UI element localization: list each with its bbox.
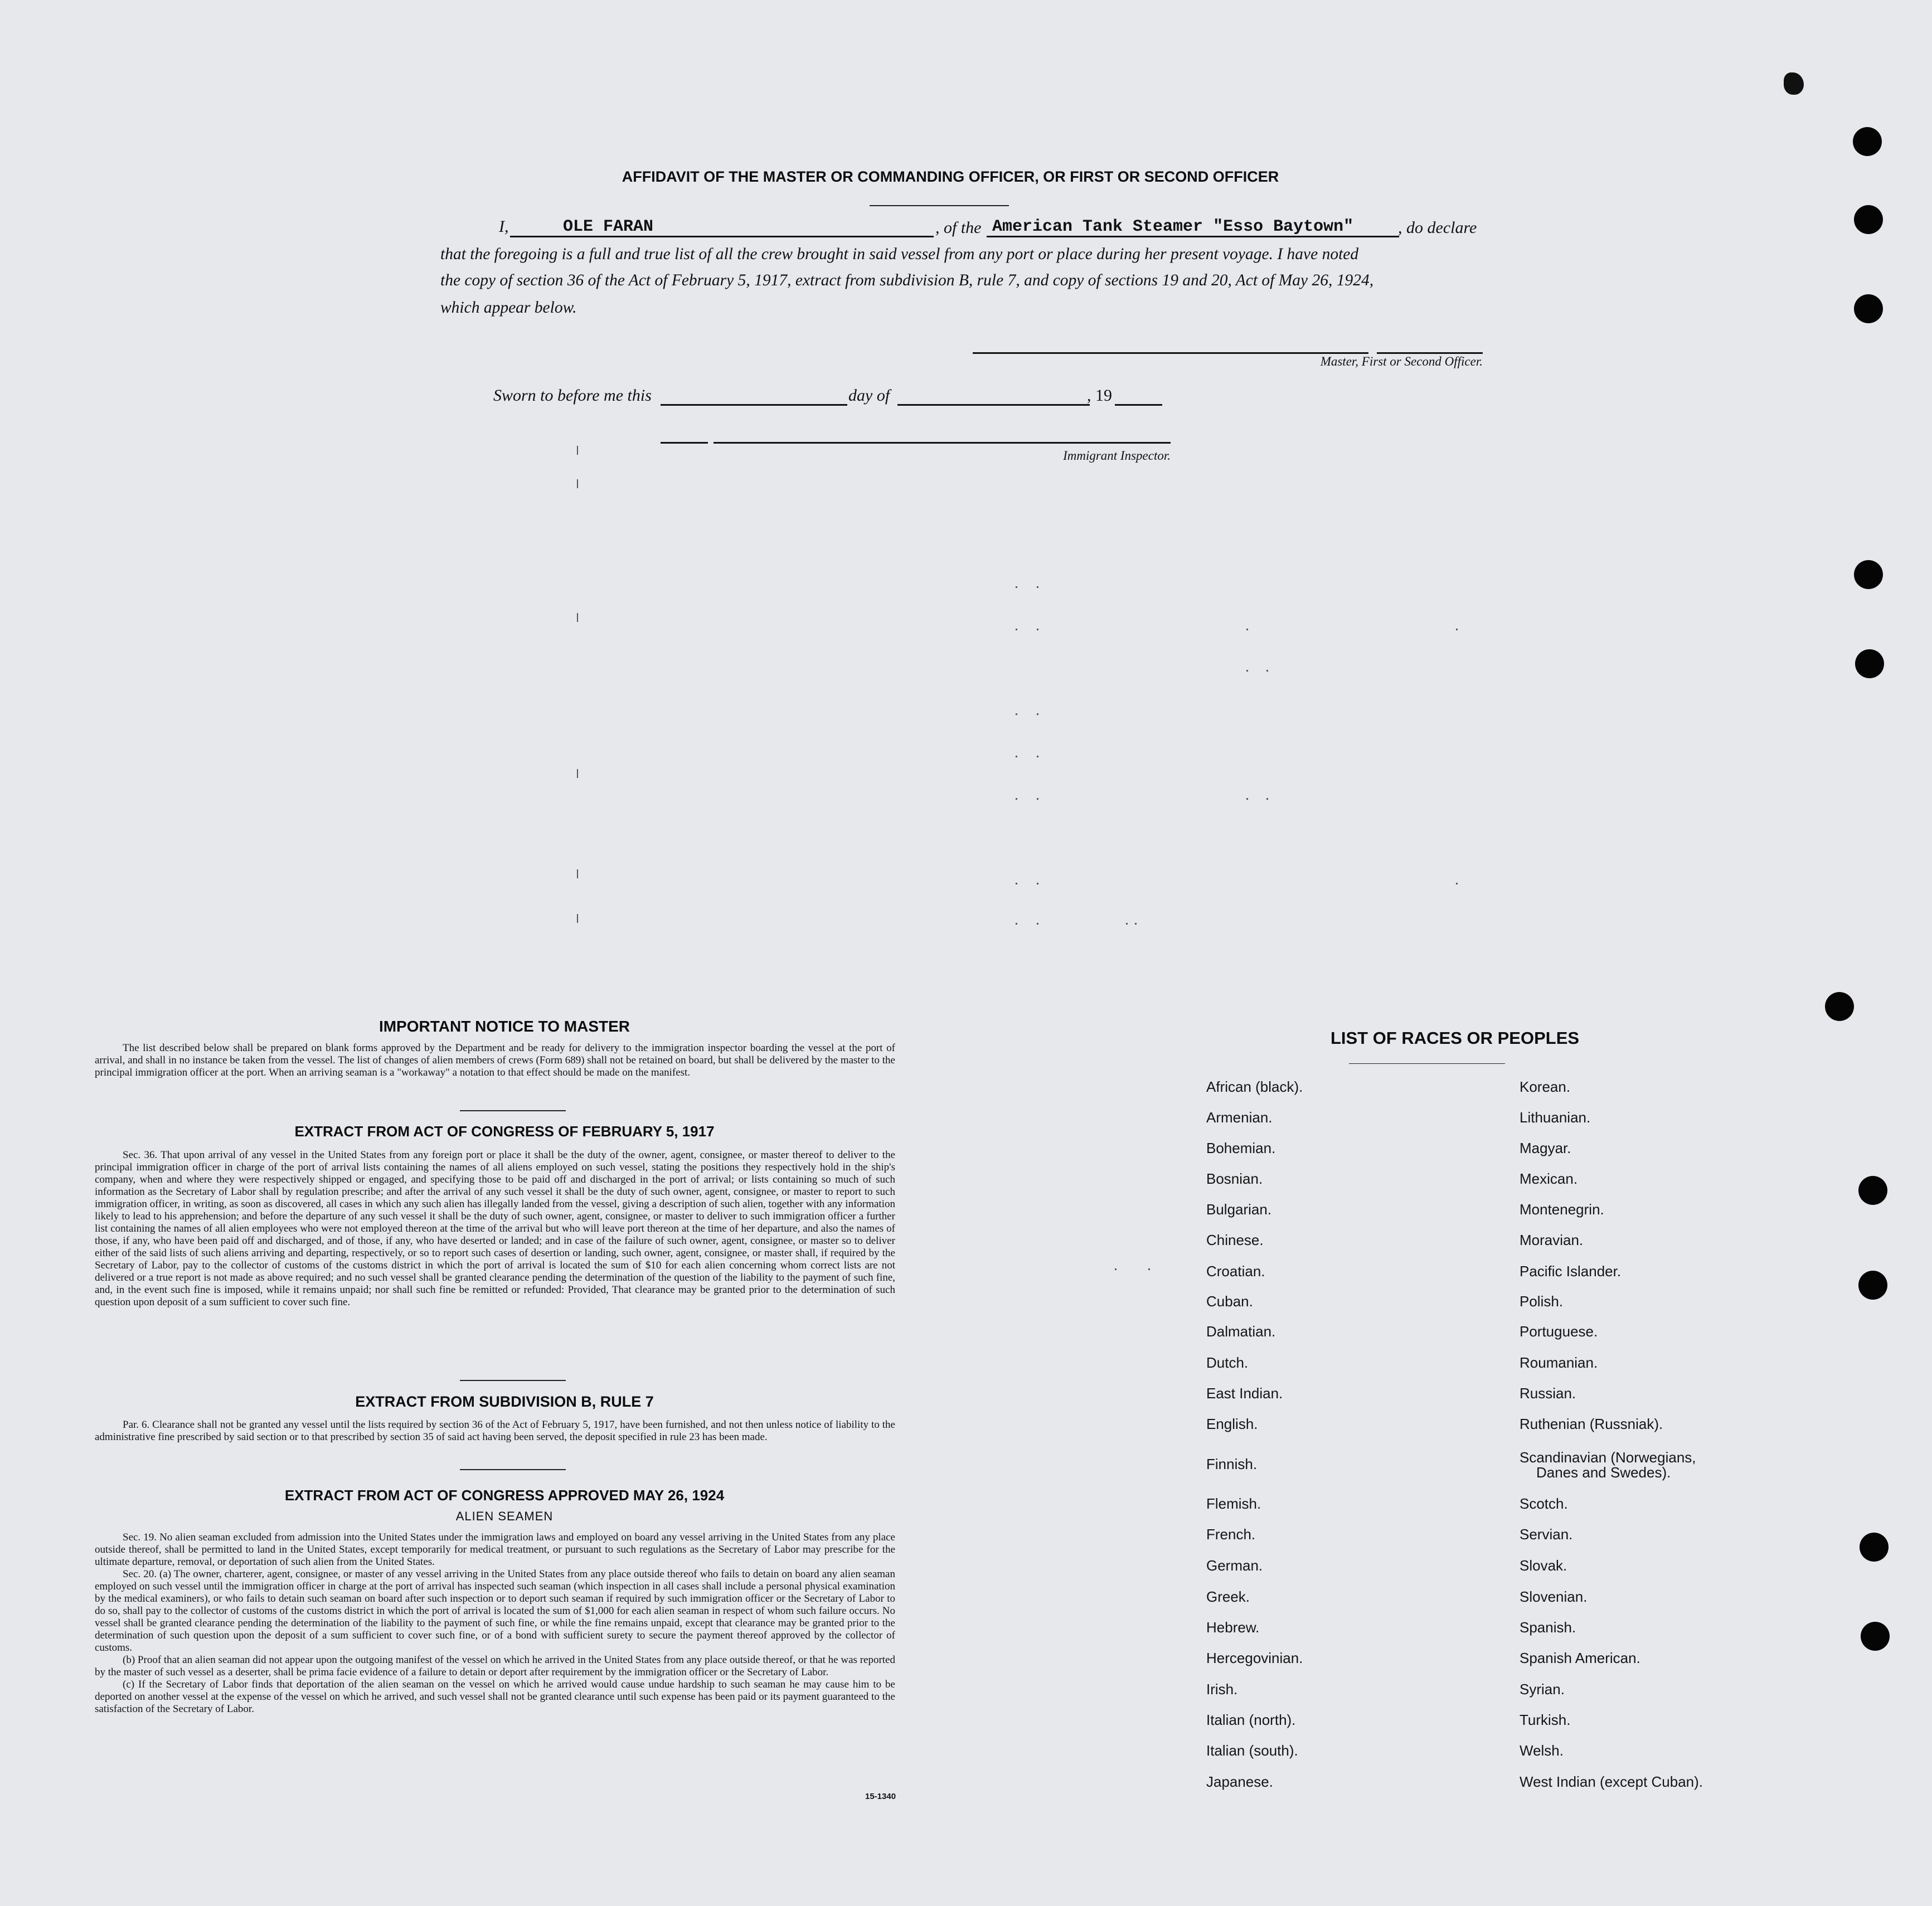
race-item: Korean. bbox=[1520, 1078, 1571, 1095]
scan-speck bbox=[1016, 713, 1017, 715]
scan-speck bbox=[1037, 756, 1038, 757]
race-item: Lithuanian. bbox=[1520, 1109, 1591, 1126]
scan-speck bbox=[1246, 670, 1248, 672]
race-item: Hebrew. bbox=[1206, 1619, 1260, 1636]
i-label: I, bbox=[499, 217, 509, 236]
binder-hole bbox=[1853, 127, 1882, 156]
race-item: Spanish American. bbox=[1520, 1650, 1640, 1666]
scan-speck bbox=[1456, 629, 1458, 630]
scan-speck bbox=[1016, 883, 1017, 884]
scan-speck bbox=[1016, 798, 1017, 800]
affidavit-line-2: that the foregoing is a full and true list of all the crew brought in said vessel from any port or place during her present voyage. I have noted bbox=[440, 245, 1359, 263]
race-item: French. bbox=[1206, 1526, 1256, 1543]
race-item: Mexican. bbox=[1520, 1170, 1578, 1187]
race-item: Servian. bbox=[1520, 1526, 1573, 1543]
race-item: Croatian. bbox=[1206, 1263, 1265, 1280]
scan-speck bbox=[1016, 586, 1017, 588]
scan-speck bbox=[1037, 923, 1038, 925]
race-item: Flemish. bbox=[1206, 1495, 1261, 1512]
binder-hole bbox=[1860, 1533, 1889, 1562]
binder-hole bbox=[1858, 1176, 1887, 1205]
race-item: Slovenian. bbox=[1520, 1588, 1588, 1605]
extract-1924-text bbox=[95, 1531, 895, 1715]
race-item: Ruthenian (Russniak). bbox=[1520, 1416, 1663, 1432]
race-item: Bohemian. bbox=[1206, 1140, 1276, 1156]
race-item: Italian (north). bbox=[1206, 1711, 1296, 1728]
scan-speck bbox=[577, 446, 578, 455]
inspector-signature-line bbox=[661, 442, 708, 444]
notice-title: IMPORTANT NOTICE TO MASTER bbox=[378, 1018, 630, 1035]
ink-mark bbox=[1784, 72, 1804, 95]
race-item: English. bbox=[1206, 1416, 1258, 1432]
scan-speck bbox=[1148, 1268, 1150, 1270]
race-item: Magyar. bbox=[1520, 1140, 1571, 1156]
scan-speck bbox=[577, 914, 578, 923]
scan-speck bbox=[1037, 713, 1038, 715]
section-rule bbox=[460, 1380, 566, 1381]
extract-1917-text bbox=[95, 1149, 895, 1309]
do-declare-label: , do declare bbox=[1398, 218, 1477, 237]
rule7-text bbox=[95, 1419, 895, 1443]
races-title: LIST OF RACES OR PEOPLES bbox=[1330, 1028, 1580, 1048]
scan-speck bbox=[577, 769, 578, 778]
scan-speck bbox=[1037, 883, 1038, 884]
race-item: Moravian. bbox=[1520, 1232, 1584, 1248]
sworn-day-line bbox=[661, 404, 847, 406]
race-item: Portuguese. bbox=[1520, 1323, 1598, 1340]
par-6-paragraph: Par. 6. Clearance shall not be granted any vessel until the lists required by section 36 of the Act of February 5, 1917, have been furnished, and not then unless notice of liability to the administrative fine prescribed by said section or to that prescribed by section 35 of said act having been served, the deposit specified in rule 23 has been made. bbox=[95, 1419, 895, 1443]
sworn-year-line bbox=[1115, 404, 1162, 406]
sec-36-paragraph: Sec. 36. That upon arrival of any vessel in the United States from any foreign port or place it shall be the duty of the owner, agent, consignee, or master thereof to deliver to the principal immigration officer in charge of the port of arrival lists containing the names of all aliens employed on such vessel, stating the positions they respectively hold in the ship's company, when and where they were respectively shipped or engaged, and specifying those to be paid off and discharged in the port of arrival; or lists containing so much of such information as the Secretary of Labor shall by regulation prescribe; and after the arrival of any such vessel it shall be the duty of such owner, agent, consignee, or master to report to such immigration officer, in writing, as soon as discovered, all cases in which any such alien has illegally landed from the vessel, giving a description of such alien, together with any information likely to lead to his apprehension; and before the departure of any such vessel it shall be the duty of such owner, agent, consignee, or master to deliver to such immigration officer a further list containing the names of all alien employees who were not employed thereon at the time of the arrival but who will leave port thereon at the time of her departure, and also the names of those, if any, who have been paid off and discharged, and of those, if any, who have deserted or landed; and in case of the failure of such owner, agent, consignee, or master so to deliver either of the said lists of such aliens arriving and departing, respectively, or so to report such cases of desertion or landing, such owner, agent, consignee, or master shall, if required by the Secretary of Labor, pay to the collector of customs of the customs district in which the port of arrival is located the sum of $10 for each alien concerning whom correct lists are not delivered or a true report is not made as above required; and no such vessel shall be granted clearance pending the determination of the question of the liability to the payment of such fine, and, in the event such fine is imposed, while it remains unpaid; nor shall such fine be remitted or refunded: Provided, That clearance may be granted prior to the determination of such question upon deposit of a sum sufficient to cover such fine. bbox=[95, 1149, 895, 1308]
race-item: Irish. bbox=[1206, 1681, 1238, 1698]
race-item: Scandinavian (Norwegians, bbox=[1520, 1449, 1696, 1466]
scan-speck bbox=[1016, 629, 1017, 630]
sworn-month-line bbox=[897, 404, 1090, 406]
binder-hole bbox=[1855, 649, 1884, 678]
race-item: Turkish. bbox=[1520, 1711, 1571, 1728]
race-item: Polish. bbox=[1520, 1293, 1564, 1310]
scan-speck bbox=[1016, 756, 1017, 757]
race-item: Finnish. bbox=[1206, 1456, 1258, 1472]
notice-paragraph: The list described below shall be prepared on blank forms approved by the Department and be ready for delivery to the immigration inspector boarding the vessel at the port of arrival, and shall in no instance be taken from the vessel. The list of changes of alien members of crews (Form 689) shall not be retained on board, but shall be delivered by the master to the principal immigration officer at the port. When an arriving seaman is a "workaway" a notation to that effect should be made on the manifest. bbox=[95, 1042, 895, 1078]
affidavit-title: AFFIDAVIT OF THE MASTER OR COMMANDING OFFICER, OR FIRST OR SECOND OFFICER bbox=[622, 168, 1279, 185]
affidavit-line-3: the copy of section 36 of the Act of February 5, 1917, extract from subdivision B, rule 7, and copy of sections 19 and 20, Act of May 26, 1924, bbox=[440, 271, 1374, 289]
scan-speck bbox=[1266, 670, 1268, 672]
race-item: Roumanian. bbox=[1520, 1354, 1598, 1371]
section-rule bbox=[460, 1110, 566, 1111]
binder-hole bbox=[1858, 1271, 1887, 1300]
sec-20c-paragraph: (c) If the Secretary of Labor finds that deportation of the alien seaman on the vessel on which he arrived would cause undue hardship to such seaman he may cause him to be deported on another vessel at the expense of the vessel on which he arrived, and such vessel shall not be granted clearance until such expense has been paid or its payment guaranteed to the satisfaction of the Secretary of Labor. bbox=[95, 1679, 895, 1715]
sec-20a-paragraph: Sec. 20. (a) The owner, charterer, agent, consignee, or master of any vessel arriving in the United States from any place outside thereof who fails to detain on board any alien seaman employed on such vessel until the immigration officer in charge at the port of arrival has inspected such seaman (which inspection in all cases shall include a personal physical examination by the medical examiners), or who fails to detain such seaman on board after such inspection or to deport such seaman if required by such immigration officer or the Secretary of Labor to do so, shall pay to the collector of customs of the customs district in which the port of arrival is located the sum of $1,000 for each alien seaman in respect of whom such failure occurs. No vessel shall be granted clearance pending the determination of the liability to the payment of such fine, or while the fine remains unpaid, except that clearance may be granted prior to the determination of such question upon the deposit of a sum sufficient to cover such fine, or of a bond with sufficient surety to secure the payment thereof approved by the collector of customs. bbox=[95, 1568, 895, 1654]
race-item: Slovak. bbox=[1520, 1557, 1567, 1574]
sec-19-paragraph: Sec. 19. No alien seaman excluded from admission into the United States under the immigration laws and employed on board any vessel arriving in the United States from any place outside thereof, shall be permitted to land in the United States, except temporarily for medical treatment, or pursuant to such regulations as the Secretary of Labor may prescribe for the ultimate departure, removal, or deportation of such alien from the United States. bbox=[95, 1531, 895, 1568]
scan-speck bbox=[1266, 798, 1268, 800]
scan-speck bbox=[577, 479, 578, 488]
binder-hole bbox=[1854, 205, 1883, 234]
extract-1917-title: EXTRACT FROM ACT OF CONGRESS OF FEBRUARY 5, 1917 bbox=[294, 1123, 715, 1140]
form-number: 15-1340 bbox=[865, 1792, 896, 1801]
race-item: Bosnian. bbox=[1206, 1170, 1263, 1187]
day-of-label: day of bbox=[848, 386, 890, 405]
scan-speck bbox=[1126, 923, 1128, 925]
scan-speck bbox=[1246, 798, 1248, 800]
binder-hole bbox=[1854, 294, 1883, 323]
scan-speck bbox=[1037, 798, 1038, 800]
race-item: Japanese. bbox=[1206, 1773, 1273, 1790]
race-item: Dalmatian. bbox=[1206, 1323, 1276, 1340]
master-name: OLE FARAN bbox=[563, 217, 654, 236]
affidavit-line-4: which appear below. bbox=[440, 299, 577, 317]
race-item: Hercegovinian. bbox=[1206, 1650, 1303, 1666]
race-item: Syrian. bbox=[1520, 1681, 1565, 1698]
race-item: Montenegrin. bbox=[1520, 1201, 1604, 1218]
race-item: Bulgarian. bbox=[1206, 1201, 1272, 1218]
inspector-caption: Immigrant Inspector. bbox=[1063, 449, 1171, 463]
extract-1924-title: EXTRACT FROM ACT OF CONGRESS APPROVED MAY 26, 1924 bbox=[284, 1487, 725, 1504]
race-item: Italian (south). bbox=[1206, 1742, 1298, 1759]
scan-speck bbox=[1115, 1268, 1117, 1270]
sworn-label: Sworn to before me this bbox=[493, 386, 652, 405]
race-item: East Indian. bbox=[1206, 1385, 1283, 1402]
scan-speck bbox=[1037, 586, 1038, 588]
binder-hole bbox=[1854, 560, 1883, 589]
scan-speck bbox=[1246, 629, 1248, 630]
signature-caption: Master, First or Second Officer. bbox=[1320, 354, 1483, 368]
signature-line-2 bbox=[1377, 352, 1483, 354]
race-item-continuation: Danes and Swedes). bbox=[1536, 1464, 1671, 1481]
scan-speck bbox=[1135, 923, 1137, 925]
vessel-name: American Tank Steamer "Esso Baytown" bbox=[992, 217, 1354, 236]
scan-speck bbox=[1456, 883, 1458, 884]
race-item: African (black). bbox=[1206, 1078, 1303, 1095]
rule7-title: EXTRACT FROM SUBDIVISION B, RULE 7 bbox=[355, 1393, 654, 1410]
race-item: Greek. bbox=[1206, 1588, 1250, 1605]
scan-speck bbox=[577, 613, 578, 622]
races-title-rule bbox=[1349, 1063, 1505, 1064]
race-item: Dutch. bbox=[1206, 1354, 1249, 1371]
race-item: Scotch. bbox=[1520, 1495, 1568, 1512]
signature-line bbox=[973, 352, 1368, 354]
binder-hole bbox=[1825, 992, 1854, 1021]
race-item: Spanish. bbox=[1520, 1619, 1576, 1636]
race-item: Welsh. bbox=[1520, 1742, 1564, 1759]
binder-hole bbox=[1861, 1622, 1890, 1651]
race-item: Pacific Islander. bbox=[1520, 1263, 1622, 1280]
year-prefix: , 19 bbox=[1087, 386, 1112, 405]
section-rule bbox=[460, 1469, 566, 1470]
title-rule bbox=[870, 205, 1009, 206]
race-item: West Indian (except Cuban). bbox=[1520, 1773, 1703, 1790]
race-item: Chinese. bbox=[1206, 1232, 1264, 1248]
race-item: Armenian. bbox=[1206, 1109, 1273, 1126]
inspector-signature-line-2 bbox=[713, 442, 1171, 444]
of-the-label: , of the bbox=[935, 218, 982, 237]
sec-20b-paragraph: (b) Proof that an alien seaman did not appear upon the outgoing manifest of the vessel on which he arrived in the United States from any place outside thereof, or that he was reported by the master of such vessel as a deserter, shall be prima facie evidence of a failure to detain or deport after requirement by the immigration officer or the Secretary of Labor. bbox=[95, 1654, 895, 1678]
scan-speck bbox=[1016, 923, 1017, 925]
race-item: German. bbox=[1206, 1557, 1263, 1574]
race-item: Russian. bbox=[1520, 1385, 1576, 1402]
alien-seamen-subtitle: ALIEN SEAMEN bbox=[455, 1509, 554, 1523]
notice-text bbox=[95, 1042, 895, 1079]
race-item: Cuban. bbox=[1206, 1293, 1253, 1310]
scan-speck bbox=[1037, 629, 1038, 630]
scan-speck bbox=[577, 869, 578, 878]
